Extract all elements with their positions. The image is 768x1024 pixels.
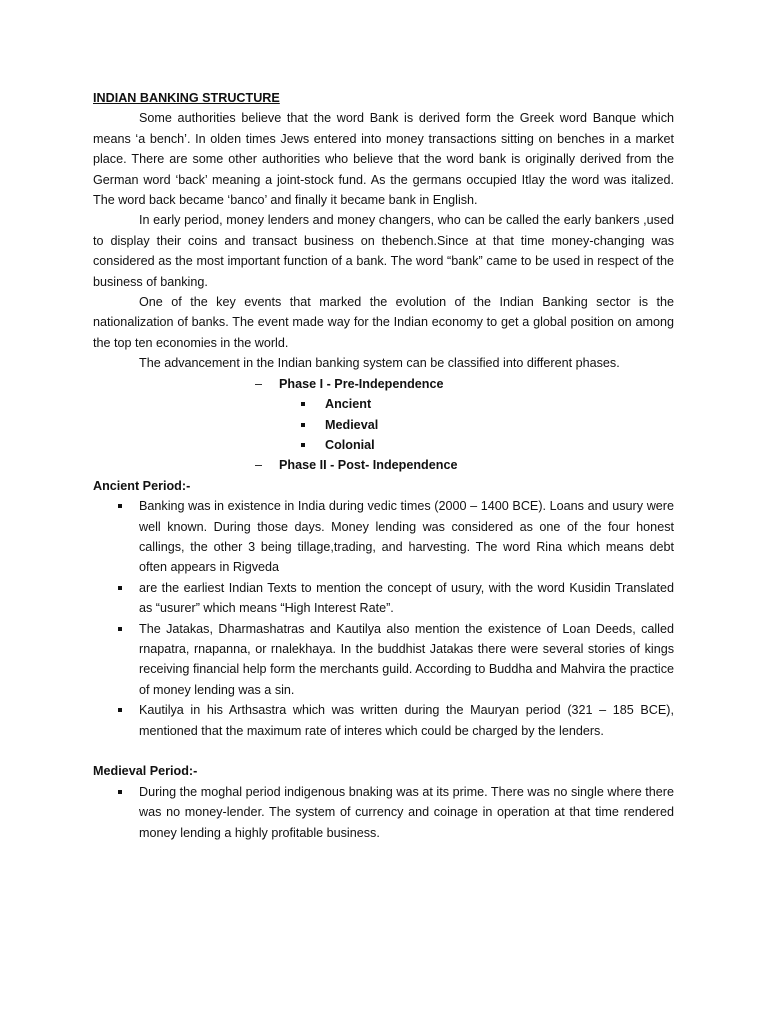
list-item [93, 700, 674, 741]
list-item [93, 619, 674, 701]
square-bullet-icon [118, 790, 122, 794]
phase-label: Phase II - Post- Independence [279, 458, 458, 473]
bullet-text: The Jatakas, Dharmashatras and Kautilya also mention the existence of Loan Deeds, called rnapatra, rnapanna, or rnalekhaya. In the buddhist Jatakas there were several stories of kings receiving financial help form the merchants guild. According to Buddha and Mahvira the practice of money lending was a sin. [139, 621, 674, 697]
subphase-list-wrapper [93, 394, 674, 455]
list-item [93, 782, 674, 843]
subphase-label: Ancient [325, 397, 372, 412]
paragraph-phases-intro: The advancement in the Indian banking system can be classified into different phases. [139, 356, 620, 371]
square-bullet-icon [301, 443, 305, 447]
phase-item [93, 374, 674, 394]
paragraph-bank-origin: Some authorities believe that the word Bank is derived form the Greek word Banque which means ‘a bench’. In olden times Jews entered into money transactions sitting on benches in a market place. There are some other authorities who believe that the word bank is originally derived from the German word ‘back’ meaning a joint-stock fund. As the germans occupied Itlay the word was italized. The word back became ‘banco’ and finally it became bank in English. [93, 111, 674, 208]
list-item [93, 496, 674, 578]
square-bullet-icon [118, 708, 122, 712]
paragraph-early-period: In early period, money lenders and money changers, who can be called the early bankers ,used to display their coins and transact business on thebench.Since at that time money-changing was considered as the most important function of a bank. The word “bank” came to be used in respect of the business of banking. [93, 213, 674, 289]
square-bullet-icon [118, 586, 122, 590]
subphase-item [93, 435, 674, 455]
document-title: INDIAN BANKING STRUCTURE [93, 91, 280, 105]
bullet-text: Banking was in existence in India during vedic times (2000 – 1400 BCE). Loans and usury were well known. During those days. Money lending was considered as one of the four honest callings, the other 3 being tillage,trading, and harvesting. The word Rina which means debt often appears in Rigveda [139, 499, 674, 575]
bullet-text: Kautilya in his Arthsastra which was written during the Mauryan period (321 – 185 BCE), mentioned that the maximum rate of interes which could be charged by the lenders. [139, 703, 674, 738]
phase-list [93, 374, 674, 476]
list-item [93, 578, 674, 619]
square-bullet-icon [118, 627, 122, 631]
section-heading-medieval: Medieval Period:- [93, 764, 198, 779]
phase-label: Phase I - Pre-Independence [279, 376, 444, 391]
phase-dash: – [255, 376, 263, 391]
section-heading-ancient: Ancient Period:- [93, 478, 191, 493]
subphase-label: Colonial [325, 437, 375, 452]
square-bullet-icon [118, 504, 122, 508]
phase-dash: – [255, 458, 263, 473]
subphase-item [93, 394, 674, 414]
subphase-list [93, 394, 674, 455]
paragraph-nationalization: One of the key events that marked the evolution of the Indian Banking sector is the nationalization of banks. The event made way for the Indian economy to get a global position on among the top ten economies in the world. [93, 295, 674, 350]
subphase-item [93, 415, 674, 435]
medieval-bullet-list [93, 782, 674, 843]
document-page [93, 88, 674, 843]
ancient-bullet-list [93, 496, 674, 741]
square-bullet-icon [301, 402, 305, 406]
blank-line [93, 741, 674, 761]
phase-item [93, 455, 674, 475]
bullet-text: During the moghal period indigenous bnaking was at its prime. There was no single where there was no money-lender. The system of currency and coinage in operation at that time rendered money lending a highly profitable business. [139, 784, 674, 840]
subphase-label: Medieval [325, 417, 379, 432]
square-bullet-icon [301, 423, 305, 427]
bullet-text: are the earliest Indian Texts to mention the concept of usury, with the word Kusidin Translated as “usurer” which means “High Interest Rate”. [139, 580, 674, 616]
